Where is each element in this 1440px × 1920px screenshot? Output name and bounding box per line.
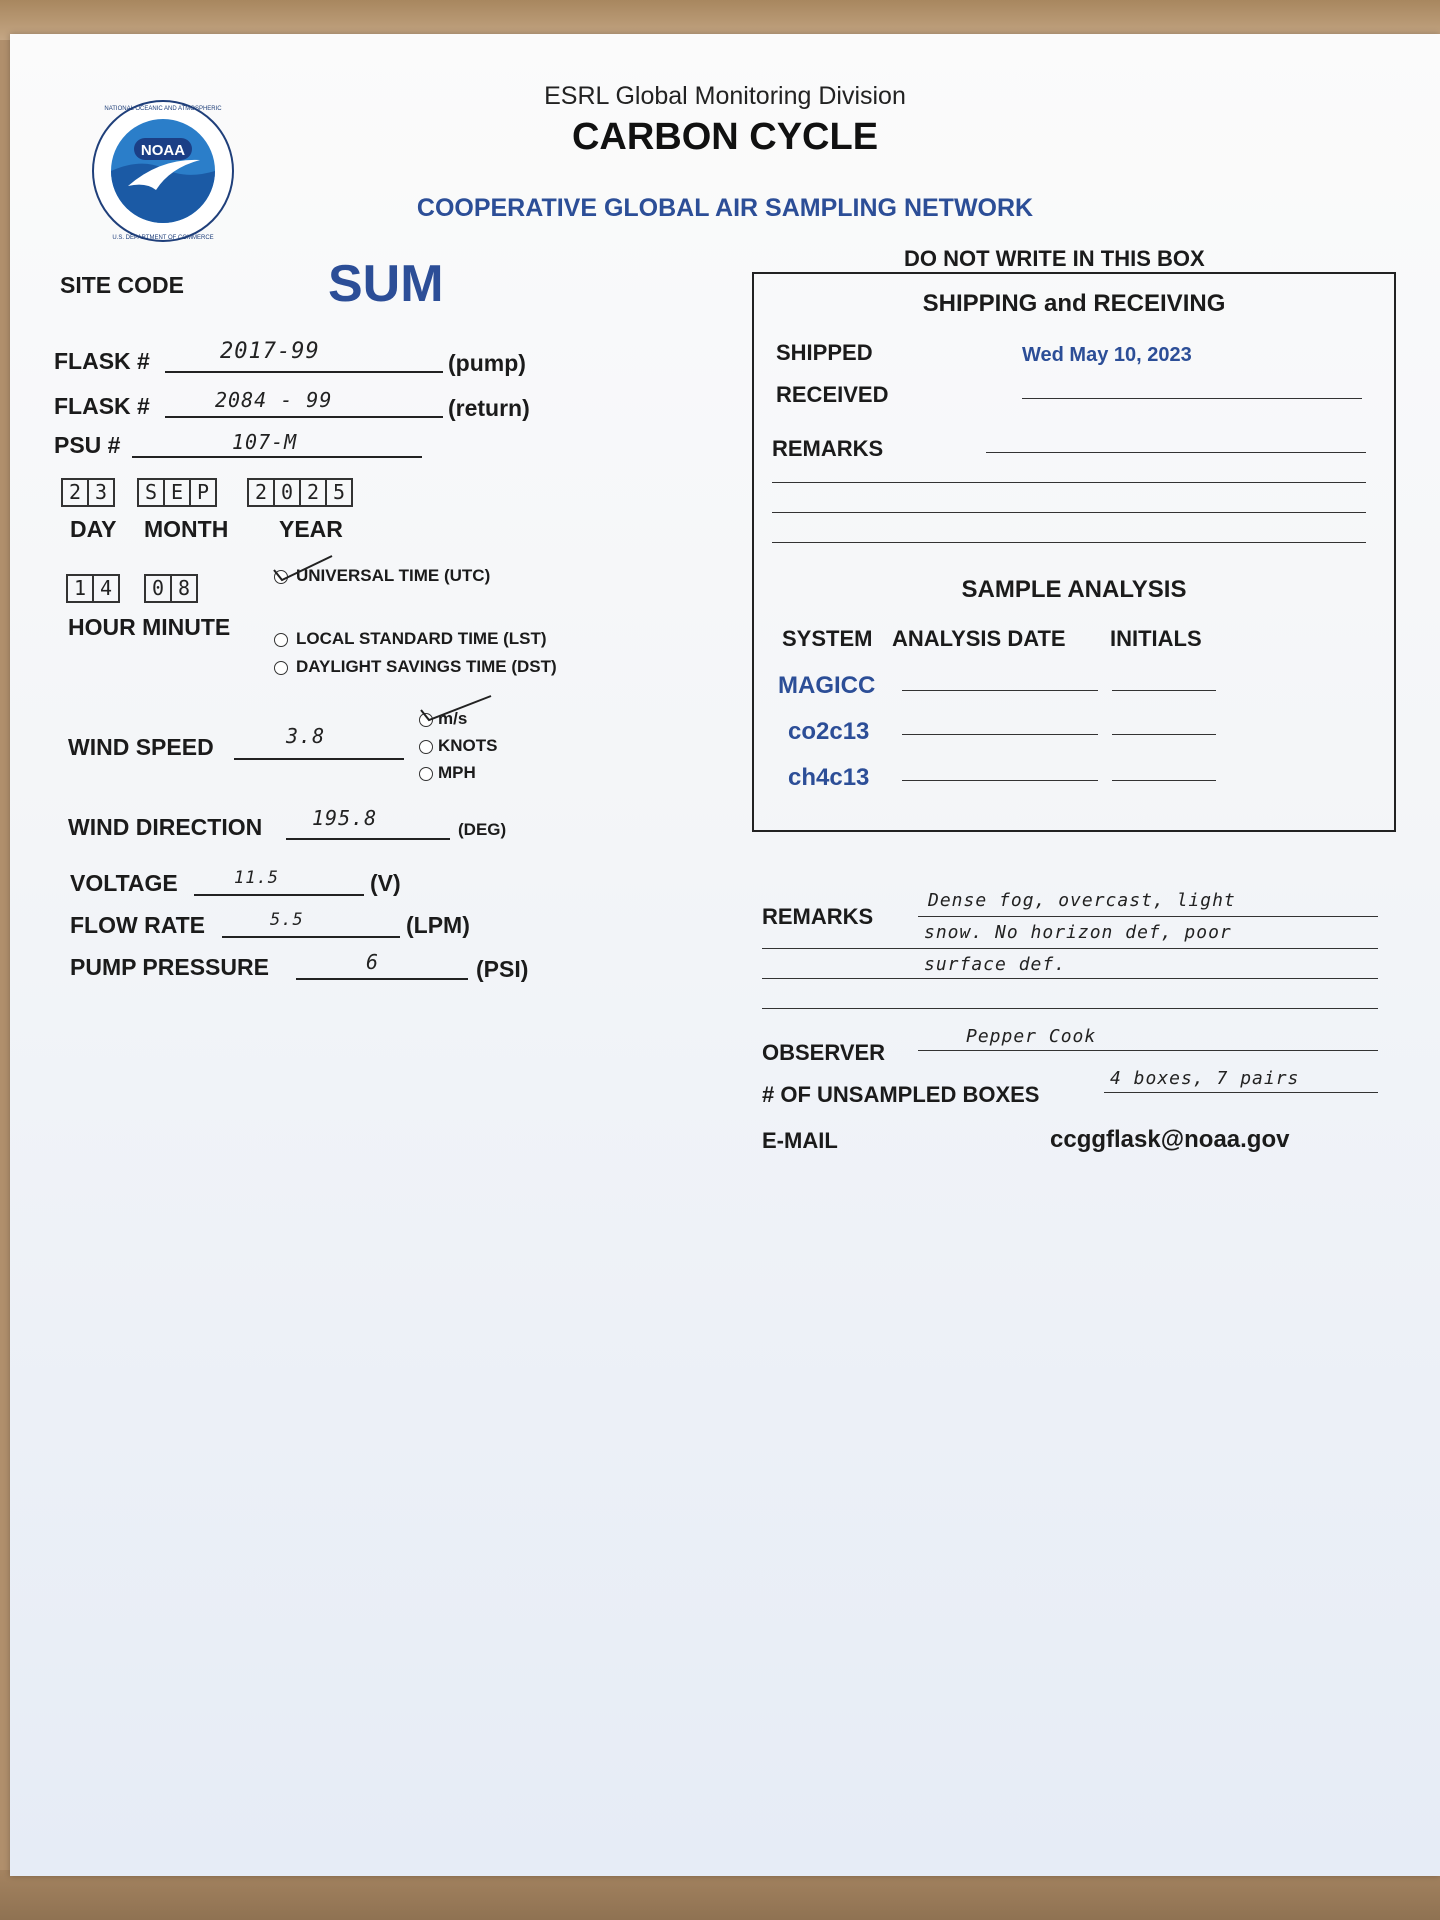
flask-pump-label: FLASK # (54, 348, 150, 374)
date-month-letter[interactable]: E (163, 478, 191, 507)
flask-return-label: FLASK # (54, 393, 150, 419)
pump-pressure-value[interactable]: 6 (366, 950, 380, 974)
svg-text:NOAA: NOAA (140, 142, 186, 159)
unsampled-boxes-line (1104, 1092, 1378, 1093)
remarks-line (762, 978, 1378, 979)
flow-rate-value[interactable]: 5.5 (270, 910, 304, 930)
flask-return-value[interactable]: 2084 - 99 (215, 388, 333, 412)
option-utc: UNIVERSAL TIME (UTC) (296, 566, 491, 585)
office-box-caption: DO NOT WRITE IN THIS BOX (904, 246, 1205, 271)
wind-direction-unit: (DEG) (458, 820, 507, 839)
wind-direction-value[interactable]: 195.8 (312, 806, 378, 830)
initials-line (1112, 780, 1216, 781)
svg-text:U.S. DEPARTMENT OF COMMERCE: U.S. DEPARTMENT OF COMMERCE (112, 235, 214, 241)
col-analysis-date: ANALYSIS DATE (892, 626, 1066, 651)
year-label: YEAR (279, 516, 343, 542)
initials-line (1112, 690, 1216, 691)
observer-value[interactable]: Pepper Cook (966, 1026, 1097, 1047)
analysis-date-line (902, 734, 1098, 735)
email-label: E-MAIL (762, 1128, 838, 1153)
office-remarks-label: REMARKS (772, 436, 884, 461)
voltage-line (194, 894, 364, 896)
flask-pump-value[interactable]: 2017-99 (220, 339, 320, 364)
flask-return-line (165, 416, 443, 418)
shipped-label: SHIPPED (776, 340, 873, 365)
system-magicc: MAGICC (778, 672, 876, 699)
check-mark-icon (415, 692, 495, 726)
date-year-digit[interactable]: 2 (247, 478, 275, 507)
remarks-text-line[interactable]: surface def. (924, 954, 1067, 975)
option-dst: DAYLIGHT SAVINGS TIME (DST) (296, 657, 557, 676)
option-mph: MPH (438, 763, 476, 782)
unsampled-boxes-value[interactable]: 4 boxes, 7 pairs (1110, 1068, 1300, 1089)
wind-speed-label: WIND SPEED (68, 734, 214, 760)
wind-speed-line (234, 758, 404, 760)
psu-line (132, 456, 422, 458)
remarks-label: REMARKS (762, 904, 874, 929)
received-label: RECEIVED (776, 382, 889, 407)
check-mark-icon (268, 552, 338, 586)
sample-form-sheet (10, 34, 1440, 1876)
office-remarks-line (772, 542, 1366, 543)
sample-analysis-title: SAMPLE ANALYSIS (961, 576, 1187, 603)
observer-line (918, 1050, 1378, 1051)
flask-return-suffix: (return) (448, 395, 530, 421)
svg-text:NATIONAL OCEANIC AND ATMOSPHER: NATIONAL OCEANIC AND ATMOSPHERIC (104, 106, 222, 112)
voltage-value[interactable]: 11.5 (234, 868, 279, 888)
radio-knots[interactable] (419, 740, 433, 754)
voltage-label: VOLTAGE (70, 870, 178, 896)
unsampled-boxes-label: # OF UNSAMPLED BOXES (762, 1082, 1040, 1107)
wind-direction-label: WIND DIRECTION (68, 814, 263, 840)
initials-line (1112, 734, 1216, 735)
pump-pressure-line (296, 978, 468, 980)
pump-pressure-label: PUMP PRESSURE (70, 954, 269, 980)
flow-rate-line (222, 936, 400, 938)
flask-pump-suffix: (pump) (448, 350, 526, 376)
remarks-line (918, 916, 1378, 917)
date-year-digit[interactable]: 5 (325, 478, 353, 507)
radio-dst[interactable] (274, 661, 288, 675)
time-hour-digit[interactable]: 1 (66, 574, 94, 603)
flow-rate-unit: (LPM) (406, 912, 470, 938)
network-name: COOPERATIVE GLOBAL AIR SAMPLING NETWORK (416, 194, 1034, 222)
shipped-date: Wed May 10, 2023 (1022, 344, 1192, 366)
remarks-text-line[interactable]: snow. No horizon def, poor (924, 922, 1232, 943)
division-name: ESRL Global Monitoring Division (544, 82, 906, 110)
pump-pressure-unit: (PSI) (476, 956, 529, 982)
radio-lst[interactable] (274, 633, 288, 647)
psu-value[interactable]: 107-M (232, 430, 298, 454)
office-remarks-line (772, 512, 1366, 513)
psu-label: PSU # (54, 432, 121, 458)
option-knots: KNOTS (438, 736, 498, 755)
date-day-digit[interactable]: 3 (87, 478, 115, 507)
wind-speed-value[interactable]: 3.8 (286, 724, 326, 748)
observer-label: OBSERVER (762, 1040, 886, 1065)
hour-minute-label: HOUR MINUTE (68, 614, 231, 640)
month-label: MONTH (144, 516, 229, 542)
col-system: SYSTEM (782, 626, 873, 651)
time-hour-digit[interactable]: 4 (92, 574, 120, 603)
analysis-date-line (902, 780, 1098, 781)
shipping-title: SHIPPING and RECEIVING (922, 290, 1226, 317)
email-value: ccggflask@noaa.gov (1050, 1126, 1290, 1153)
time-minute-digit[interactable]: 8 (170, 574, 198, 603)
option-lst: LOCAL STANDARD TIME (LST) (296, 629, 547, 648)
date-month-letter[interactable]: S (137, 478, 165, 507)
table-surface-bottom (0, 1870, 1440, 1920)
analysis-date-line (902, 690, 1098, 691)
remarks-line (762, 948, 1378, 949)
date-year-digit[interactable]: 0 (273, 478, 301, 507)
office-remarks-line (772, 482, 1366, 483)
date-month-letter[interactable]: P (189, 478, 217, 507)
received-line (1022, 398, 1362, 399)
wind-direction-line (286, 838, 450, 840)
remarks-text-line[interactable]: Dense fog, overcast, light (928, 890, 1236, 911)
system-co2c13: co2c13 (788, 718, 870, 745)
date-year-digit[interactable]: 2 (299, 478, 327, 507)
radio-mph[interactable] (419, 767, 433, 781)
flow-rate-label: FLOW RATE (70, 912, 205, 938)
system-ch4c13: ch4c13 (788, 764, 870, 791)
voltage-unit: (V) (370, 870, 401, 896)
date-day-digit[interactable]: 2 (61, 478, 89, 507)
option-mps: m/s (438, 709, 468, 728)
site-code-value: SUM (328, 255, 444, 313)
office-remarks-line (986, 452, 1366, 453)
col-initials: INITIALS (1110, 626, 1202, 651)
flask-pump-line (165, 371, 443, 373)
form-title: CARBON CYCLE (571, 116, 879, 158)
time-minute-digit[interactable]: 0 (144, 574, 172, 603)
site-code-label: SITE CODE (60, 272, 184, 298)
day-label: DAY (70, 516, 117, 542)
remarks-line (762, 1008, 1378, 1009)
